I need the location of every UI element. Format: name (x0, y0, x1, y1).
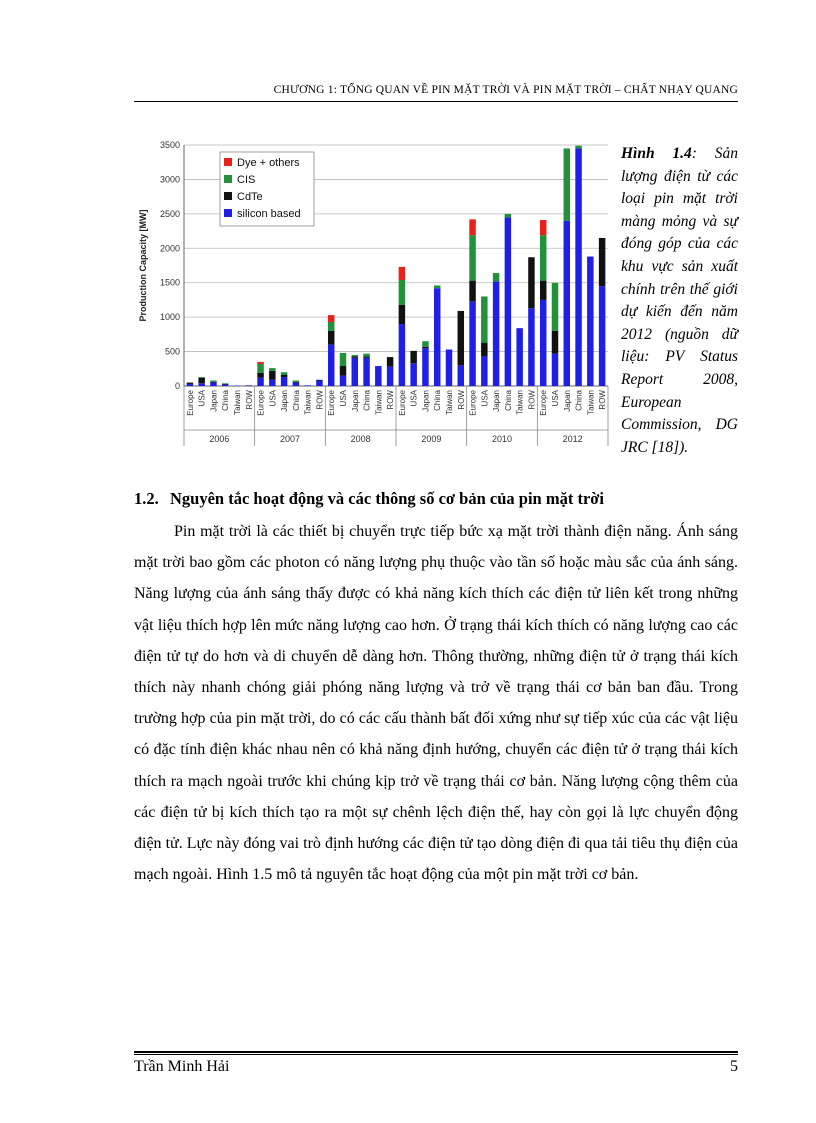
x-tick-label: China (291, 390, 301, 411)
bar-segment (540, 281, 546, 300)
bar-segment (375, 366, 381, 386)
bar-segment (316, 380, 322, 381)
legend-swatch (224, 192, 232, 200)
bar-segment (575, 146, 581, 149)
bar-segment (481, 343, 487, 357)
x-tick-label: China (362, 390, 372, 411)
footer-rule (134, 1051, 738, 1053)
figure-caption (621, 143, 738, 459)
y-tick-label: 0 (174, 381, 180, 391)
bar-segment (316, 380, 322, 386)
bar-segment (469, 235, 475, 280)
bar-segment (552, 354, 558, 386)
bar-segment (257, 364, 263, 373)
bar-segment (446, 350, 452, 386)
x-tick-label: USA (268, 390, 278, 407)
bar-segment (363, 358, 369, 386)
legend-label: CdTe (237, 191, 263, 203)
x-tick-label: Europe (327, 390, 337, 416)
bar-segment (352, 356, 358, 357)
group-label: 2009 (421, 434, 442, 444)
bar-segment (234, 386, 240, 387)
bar-segment (469, 219, 475, 235)
y-tick-label: 3000 (159, 174, 180, 185)
x-tick-label: Taiwan (445, 390, 454, 415)
bar-segment (363, 356, 369, 357)
legend-swatch (224, 209, 232, 217)
bar-segment (422, 348, 428, 386)
bar-segment (198, 377, 204, 378)
bar-segment (210, 382, 216, 383)
y-tick-label: 1500 (159, 277, 180, 288)
x-tick-label: Taiwan (586, 390, 596, 415)
x-tick-label: China (221, 390, 231, 411)
x-tick-label: Taiwan (374, 390, 384, 415)
bar-segment (469, 281, 475, 302)
bar-segment (328, 322, 334, 331)
bar-segment (505, 214, 511, 217)
bar-segment (198, 383, 204, 386)
bar-segment (198, 378, 204, 384)
bar-segment (387, 367, 393, 386)
bar-segment (246, 385, 252, 386)
bar-segment (552, 331, 558, 354)
bar-segment (281, 375, 287, 377)
production-capacity-chart (132, 130, 612, 470)
x-tick-label: ROW (386, 390, 396, 410)
header-rule (134, 101, 738, 102)
x-tick-label: Europe (256, 390, 266, 416)
bar-segment (328, 345, 334, 386)
bar-segment (540, 235, 546, 280)
bar-segment (257, 373, 263, 378)
x-tick-label: Taiwan (303, 390, 313, 415)
bar-segment (222, 385, 228, 386)
bar-segment (434, 285, 440, 288)
bar-segment (281, 377, 287, 386)
bar-segment (257, 362, 263, 364)
x-tick-label: Europe (539, 390, 549, 416)
body-paragraph: Pin mặt trời là các thiết bị chuyển trực tiếp bức xạ mặt trời thành điện năng. Ánh sáng mặt trời bao gồm các photon có năng lượng phụ thuộc vào tần số hoặc màu sắc của ánh sáng. Năng lượng của ánh sáng thấy được có khả năng kích thích các điện tử liên kết trong những vật liệu thích hợp lên mức năng lượng cao hơn. Ở trạng thái kích thích có năng lượng cao các điện tử tự do hơn và di chuyển dễ dàng hơn. Thông thường, những điện tử ở trạng thái kích thích này nhanh chóng giải phóng năng lượng và trở về trạng thái cơ bản ban đầu. Trong trường hợp của pin mặt trời, do có các cấu thành bất đối xứng như sự tiếp xúc của các vật liệu có đặc tính điện khác nhau nên có khả năng định hướng, chuyển các điện tử ở trạng thái kích thích ra mạch ngoài trước khi chúng kịp trở về trạng thái cơ bản. Năng lượng cộng thêm của các điện tử bị kích thích tạo ra một sự chênh lệch điện thế, hay còn gọi là lực chuyển động điện tử. Lực này đóng vai trò định hướng các điện tử tạo dòng điện đi qua tải tiêu thụ điện của mạch ngoài. Hình 1.5 mô tả nguyên tắc hoạt động của một pin mặt trời cơ bản. (134, 523, 738, 884)
bar-segment (575, 148, 581, 386)
bar-segment (552, 283, 558, 331)
bar-segment (599, 286, 605, 386)
footer-author: Trần Minh Hải (134, 1058, 230, 1075)
bar-segment (540, 220, 546, 235)
x-tick-label: ROW (456, 390, 466, 410)
group-label: 2010 (491, 434, 513, 444)
bar-segment (587, 257, 593, 386)
bar-segment (187, 384, 193, 386)
bar-segment (281, 372, 287, 375)
bar-segment (352, 358, 358, 386)
x-tick-label: Japan (562, 390, 572, 412)
group-label: 2007 (279, 434, 301, 444)
bar-segment (328, 315, 334, 322)
x-tick-label: USA (409, 390, 419, 407)
x-tick-label: China (433, 390, 443, 411)
x-tick-label: ROW (598, 390, 608, 410)
bar-segment (304, 385, 310, 386)
bar-segment (293, 383, 299, 386)
bar-segment (210, 380, 216, 381)
bar-segment (505, 217, 511, 386)
body-text (134, 516, 738, 890)
bar-segment (187, 383, 193, 384)
section-title: Nguyên tắc hoạt động và các thông số cơ bản của pin mặt trời (170, 489, 605, 508)
figure-caption-label: Hình 1.4 (621, 145, 692, 162)
x-tick-label: USA (197, 390, 207, 407)
bar-segment (210, 383, 216, 386)
x-tick-label: Europe (397, 390, 407, 416)
bar-segment (481, 296, 487, 342)
bar-segment (222, 383, 228, 384)
section-number: 1.2. (134, 489, 159, 508)
bar-segment (528, 308, 534, 386)
bar-segment (340, 376, 346, 386)
bar-segment (564, 221, 570, 386)
bar-segment (269, 371, 275, 380)
x-tick-label: Japan (209, 390, 219, 412)
x-tick-label: Japan (421, 390, 431, 412)
bar-segment (434, 288, 440, 386)
legend-label: Dye + others (237, 157, 300, 169)
bar-segment (493, 273, 499, 281)
bar-segment (458, 365, 464, 386)
bar-segment (269, 380, 275, 386)
x-tick-label: ROW (527, 390, 537, 410)
bar-segment (352, 355, 358, 356)
x-tick-label: Taiwan (233, 390, 242, 415)
x-tick-label: Taiwan (515, 390, 525, 415)
bar-segment (399, 324, 405, 386)
bar-segment (422, 341, 428, 347)
x-tick-label: Europe (185, 390, 195, 416)
bar-segment (493, 281, 499, 386)
x-tick-label: China (503, 390, 513, 411)
x-tick-label: Japan (280, 390, 290, 412)
running-header: CHƯƠNG 1: TỔNG QUAN VỀ PIN MẶT TRỜI VÀ PIN MẶT TRỜI – CHẤT NHẠY QUANG (273, 84, 738, 96)
bar-segment (564, 148, 570, 220)
x-tick-label: USA (551, 390, 560, 407)
x-tick-label: ROW (244, 390, 254, 410)
y-tick-label: 2500 (159, 208, 180, 219)
x-tick-label: Japan (492, 390, 502, 412)
y-tick-label: 1000 (159, 312, 180, 323)
bar-segment (328, 331, 334, 345)
section-heading (134, 489, 604, 509)
x-tick-label: Japan (350, 390, 360, 412)
x-tick-label: China (574, 390, 584, 411)
x-tick-label: ROW (315, 390, 325, 410)
bar-segment (516, 328, 522, 386)
bar-segment (340, 353, 346, 366)
chart-svg (132, 130, 612, 470)
group-label: 2006 (209, 434, 230, 444)
bar-segment (222, 384, 228, 385)
figure-caption-text: : Sản lượng điện từ các loại pin mặt trời màng mỏng và sự đóng góp của các khu vực sản xuất chính trên thế giới dự kiến đến năm 2012 (nguồn dữ liệu: PV Status Report 2008, European Commission, DG JRC [18]). (621, 145, 738, 456)
bar-segment (528, 257, 534, 308)
bar-segment (410, 363, 416, 386)
bar-segment (399, 280, 405, 305)
footer-page-number: 5 (730, 1058, 738, 1075)
legend-label: silicon based (237, 208, 301, 220)
bar-segment (399, 267, 405, 280)
x-tick-label: USA (339, 390, 348, 407)
legend-swatch (224, 158, 232, 166)
bar-segment (399, 305, 405, 324)
bar-segment (387, 357, 393, 367)
bar-segment (293, 380, 299, 381)
bar-segment (599, 238, 605, 286)
y-tick-label: 3500 (159, 140, 180, 150)
x-tick-label: USA (480, 390, 490, 407)
bar-segment (481, 356, 487, 386)
bar-segment (469, 301, 475, 386)
y-axis-label: Production Capacity [MW] (138, 209, 148, 322)
footer-rule-thin (134, 1054, 738, 1055)
group-label: 2008 (350, 434, 371, 444)
y-tick-label: 500 (164, 346, 180, 357)
bar-segment (293, 382, 299, 383)
bar-segment (458, 311, 464, 365)
group-label: 2012 (562, 434, 583, 444)
x-tick-label: Europe (468, 390, 478, 416)
bar-segment (540, 300, 546, 386)
bar-segment (410, 351, 416, 363)
bar-segment (340, 366, 346, 376)
legend-label: CIS (237, 174, 256, 186)
bar-segment (422, 347, 428, 348)
bar-segment (257, 378, 263, 386)
bar-segment (363, 354, 369, 357)
y-tick-label: 2000 (159, 243, 180, 254)
legend-swatch (224, 175, 232, 183)
bar-segment (269, 368, 275, 371)
